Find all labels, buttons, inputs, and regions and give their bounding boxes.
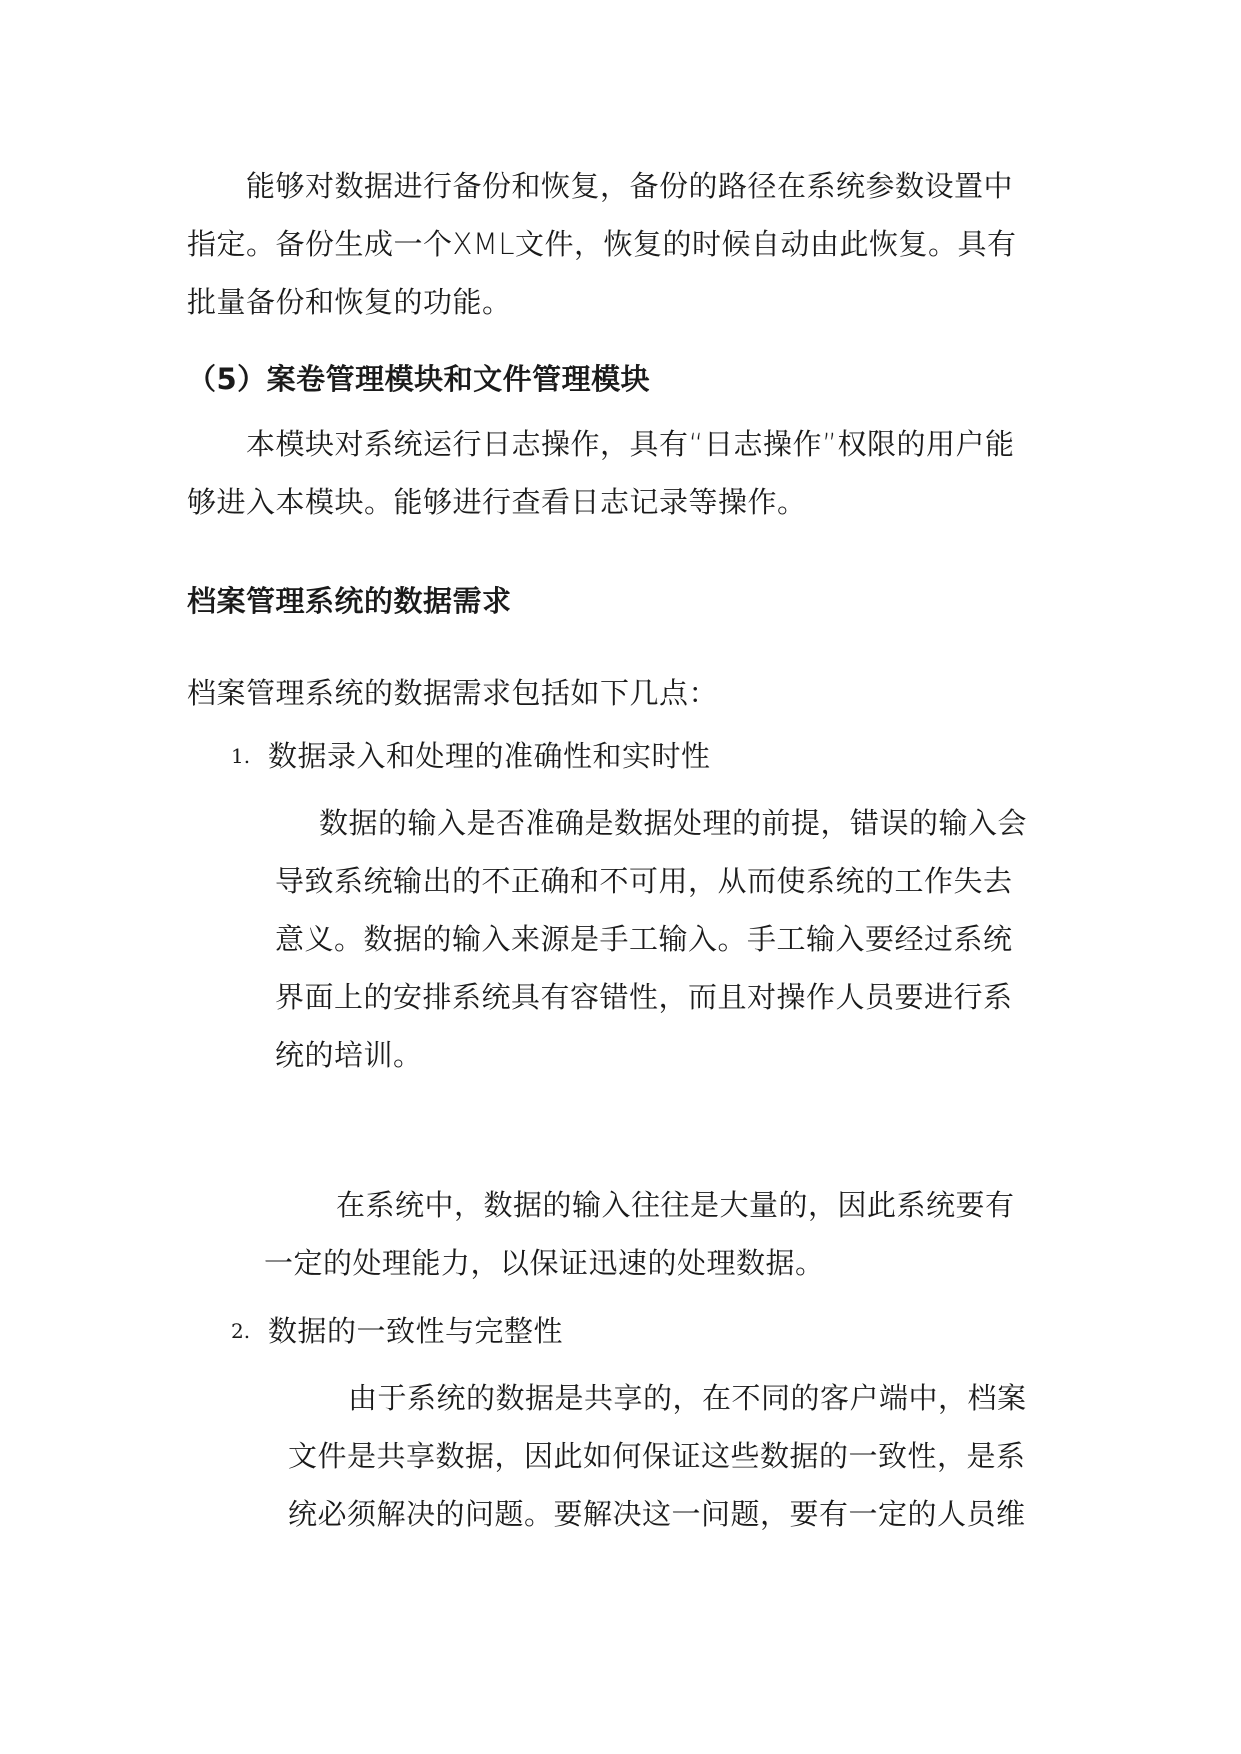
module5-heading-text: （5）案卷管理模块和文件管理模块 (187, 362, 651, 396)
log-paragraph-line: 本模块对系统运行日志操作，具有“日志操作”权限的用户能 (246, 427, 1015, 461)
consistency-paragraph (288, 1369, 1027, 1543)
backup-paragraph (187, 157, 1017, 331)
list-item-number: 2. (231, 1319, 251, 1343)
volume-paragraph-line: 在系统中，数据的输入往往是大量的，因此系统要有 (336, 1188, 1015, 1222)
accuracy-paragraph-line: 意义。数据的输入来源是手工输入。手工输入要经过系统 (275, 922, 1013, 956)
list-item-title-text: 数据录入和处理的准确性和实时性 (268, 739, 711, 773)
consistency-paragraph-line: 统必须解决的问题。要解决这一问题，要有一定的人员维 (288, 1497, 1026, 1531)
list-item-title (268, 1302, 563, 1360)
volume-paragraph (264, 1176, 1015, 1292)
volume-paragraph-line: 一定的处理能力，以保证迅速的处理数据。 (264, 1246, 825, 1280)
accuracy-paragraph-line: 统的培训。 (275, 1038, 423, 1072)
backup-paragraph-line: 批量备份和恢复的功能。 (187, 285, 512, 319)
list-item-title-text: 数据的一致性与完整性 (268, 1314, 564, 1348)
log-paragraph (187, 415, 1015, 531)
accuracy-paragraph-line: 导致系统输出的不正确和不可用，从而使系统的工作失去 (275, 864, 1013, 898)
module5-heading (187, 350, 650, 408)
consistency-paragraph-line: 由于系统的数据是共享的，在不同的客户端中，档案 (348, 1381, 1027, 1415)
accuracy-paragraph (275, 794, 1027, 1084)
log-paragraph-line: 够进入本模块。能够进行查看日志记录等操作。 (187, 485, 807, 519)
consistency-paragraph-line: 文件是共享数据，因此如何保证这些数据的一致性，是系 (288, 1439, 1026, 1473)
list-item-number: 1. (231, 744, 251, 768)
accuracy-paragraph-line: 界面上的安排系统具有容错性，而且对操作人员要进行系 (275, 980, 1013, 1014)
data-requirements-intro-text: 档案管理系统的数据需求包括如下几点： (187, 676, 719, 710)
data-requirements-heading (187, 572, 512, 630)
data-requirements-intro (187, 664, 718, 722)
data-requirements-heading-text: 档案管理系统的数据需求 (187, 584, 512, 618)
accuracy-paragraph-line: 数据的输入是否准确是数据处理的前提，错误的输入会 (319, 806, 1028, 840)
list-item-title (268, 727, 711, 785)
backup-paragraph-line: 指定。备份生成一个XML文件，恢复的时候自动由此恢复。具有 (187, 227, 1017, 261)
backup-paragraph-line: 能够对数据进行备份和恢复，备份的路径在系统参数设置中 (246, 169, 1014, 203)
